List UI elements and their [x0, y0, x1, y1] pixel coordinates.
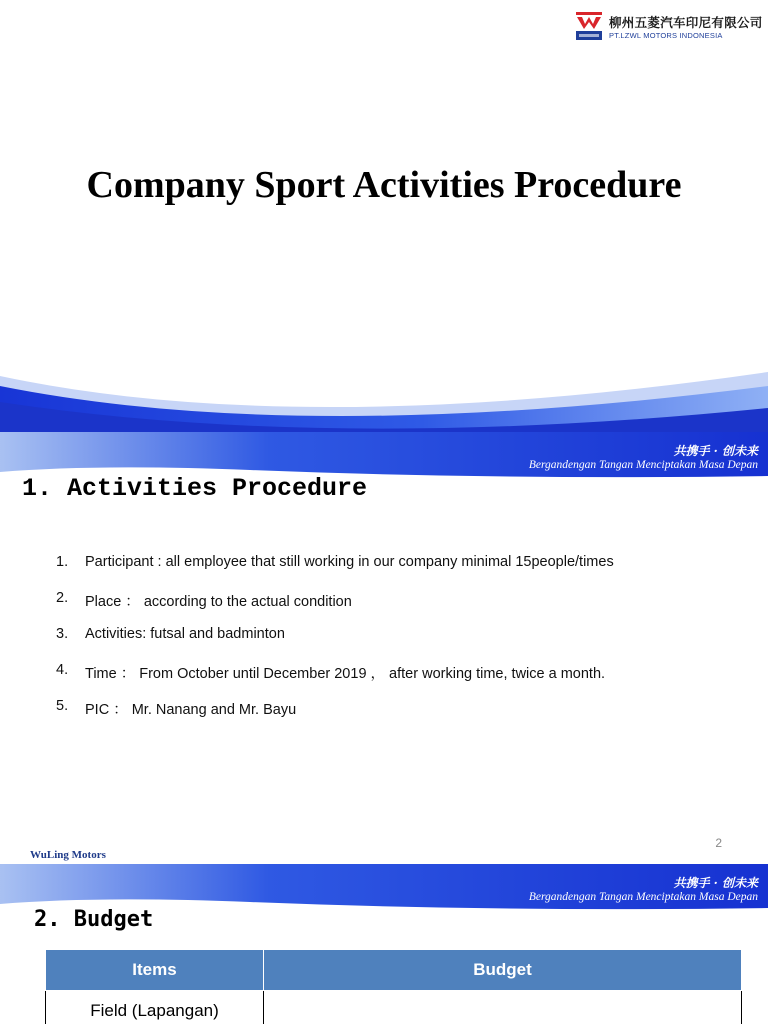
slide-budget [0, 864, 768, 1024]
list-item: 2. Place ： according to the actual condition [56, 590, 352, 610]
page-number: 2 [715, 836, 722, 850]
table-header-row [46, 950, 742, 991]
slogan-indonesian: Bergandengan Tangan Menciptakan Masa Depan [528, 891, 758, 903]
company-name-en: PT.LZWL MOTORS INDONESIA [609, 31, 723, 40]
table-row [46, 991, 742, 1024]
slogan-chinese: 共携手 · 创未来 [673, 876, 758, 890]
slide-activities-procedure [0, 432, 768, 864]
list-item: 5. PIC ： Mr. Nanang and Mr. Bayu [56, 698, 297, 718]
table-cell [264, 991, 742, 1024]
slide-title-text: Company Sport Activities Procedure [86, 164, 682, 206]
section-heading: 2. Budget [34, 907, 154, 932]
wuling-emblem-icon [576, 12, 602, 40]
list-item: 4. Time ： From October until December 2019 ， after working time, twice a month. [56, 662, 606, 682]
budget-table [45, 949, 742, 1024]
blue-swoosh-decoration [0, 360, 768, 432]
column-header-budget: Budget [264, 950, 742, 991]
procedure-list [56, 554, 614, 734]
slide-title [0, 0, 768, 432]
list-item: 3. Activities: futsal and badminton [56, 626, 285, 642]
list-item: 1. Participant : all employee that still working in our company minimal 15people/times [56, 554, 614, 570]
section-heading: 1. Activities Procedure [22, 474, 368, 503]
table-cell: Field (Lapangan) [46, 991, 264, 1024]
slogan-indonesian: Bergandengan Tangan Menciptakan Masa Depan [528, 459, 758, 471]
wuling-footer-logo: WuLing Motors [30, 849, 106, 861]
column-header-items: Items [46, 950, 264, 991]
company-logo [576, 10, 763, 44]
slogan-chinese: 共携手 · 创未来 [673, 444, 758, 458]
company-name-cn: 柳州五菱汽车印尼有限公司 [609, 16, 763, 30]
